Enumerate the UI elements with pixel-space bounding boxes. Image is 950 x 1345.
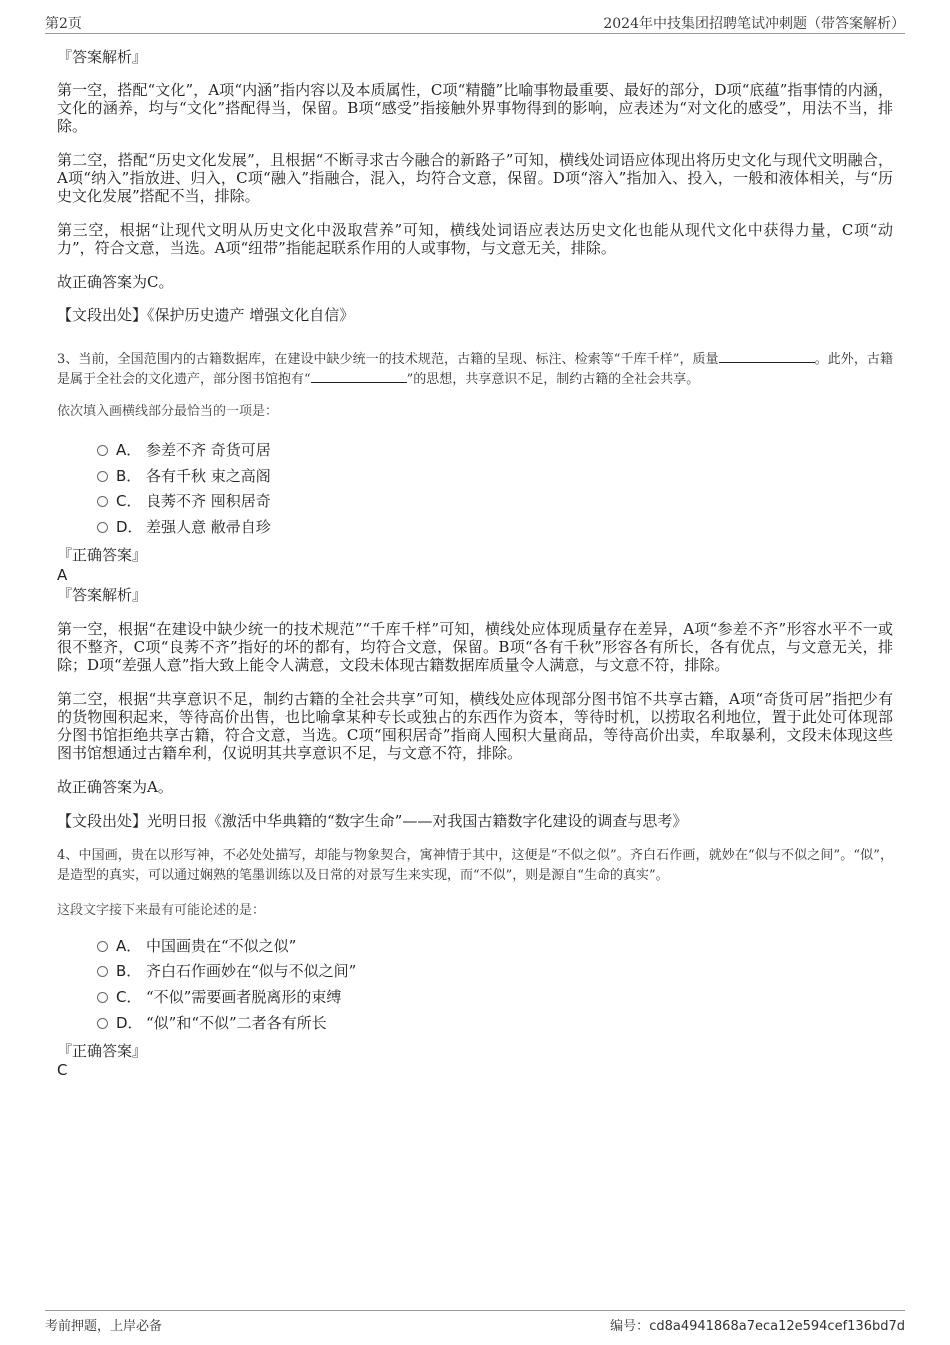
correct-answer-value: A: [57, 566, 68, 584]
option-a[interactable]: A． 参差不齐 奇货可居: [97, 439, 271, 461]
option-d[interactable]: D． 差强人意 敝帚自珍: [97, 516, 271, 538]
correct-answer-heading: 『正确答案』: [57, 546, 148, 564]
page-header: [45, 13, 905, 34]
analysis-heading: 『答案解析』: [57, 48, 148, 66]
option-c[interactable]: C． 良莠不齐 囤积居奇: [97, 490, 271, 512]
option-c[interactable]: C． “不似”需要画者脱离形的束缚: [97, 986, 341, 1008]
radio-icon[interactable]: [97, 941, 108, 952]
question-3-text-a: 3、当前，全国范围内的古籍数据库，在建设中缺少统一的技术规范，古籍的呈现、标注、检索等“千库千样”，质量: [57, 352, 719, 367]
radio-icon[interactable]: [97, 966, 108, 977]
question-3-text-c: ”的思想，共享意识不足，制约古籍的全社会共享。: [406, 372, 700, 387]
analysis-heading: 『答案解析』: [57, 586, 148, 604]
analysis-paragraph-1: 第一空，搭配“文化”，A项“内涵”指内容以及本质属性，C项“精髓”比喻事物最重要、最好的部分，D项“底蕴”指事情的内涵，文化的涵养，均与“文化”搭配得当，保留。B项“感受”指接触外界事物得到的影响，应表述为“对文化的感受”，用法不当，排除。: [57, 81, 893, 135]
radio-icon[interactable]: [97, 471, 108, 482]
radio-icon[interactable]: [97, 1018, 108, 1029]
page-footer: [45, 1310, 905, 1334]
footer-slogan: 考前押题，上岸必备: [45, 1319, 163, 1334]
analysis-paragraph-2: 第二空，根据“共享意识不足，制约古籍的全社会共享”可知，横线处应体现部分图书馆不共享古籍，A项“奇货可居”指把少有的货物囤积起来，等待高价出售，也比喻拿某种专长或独占的东西作为资本，等待时机，以捞取名利地位，置于此处可体现部分图书馆拒绝共享古籍，符合文意，当选。C项“囤积居奇”指商人囤积大量商品，等待高价出卖，牟取暴利，文段未体现这些图书馆想通过古籍牟利，仅说明其共享意识不足，与文意不符，排除。: [57, 690, 893, 762]
question-3-prompt: 依次填入画横线部分最恰当的一项是：: [57, 404, 279, 419]
analysis-paragraph-2: 第二空，搭配“历史文化发展”，且根据“不断寻求古今融合的新路子”可知，横线处词语应体现出将历史文化与现代文明融合，A项“纳入”指放进、归入，C项“融入”指融合，混入，均符合文意，保留。D项“溶入”指加入、投入，一般和液体相关，与“历史文化发展”搭配不当，排除。: [57, 151, 893, 205]
question-3-text-b: 。此外，古籍是属于全社会的文化遗产，部分图书馆抱有“: [57, 352, 893, 387]
analysis-paragraph-1: 第一空，根据“在建设中缺少统一的技术规范”“千库千样”可知，横线处应体现质量存在差异，A项“参差不齐”形容水平不一或很不整齐，C项“良莠不齐”指好的坏的都有，均符合文意，保留。B项“各有千秋”形容各有所长，各有优点，与文意无关，排除；D项“差强人意”指大致上能令人满意，文段未体现古籍数据库质量令人满意，与文意不符，排除。: [57, 620, 893, 674]
radio-icon[interactable]: [97, 445, 108, 456]
option-b[interactable]: B． 各有千秋 束之高阁: [97, 465, 271, 487]
option-a[interactable]: A． 中国画贵在“不似之似”: [97, 935, 296, 957]
question-4-stem: 4、中国画，贵在以形写神，不必处处描写，却能与物象契合，寓神情于其中，这便是“不似之似”。齐白石作画，就妙在“似与不似之间”。“似”，是造型的真实，可以通过娴熟的笔墨训练以及日常的对景写生来实现，而“不似”，则是源自“生命的真实”。: [57, 848, 893, 883]
radio-icon[interactable]: [97, 992, 108, 1003]
page-number: 第2页: [45, 16, 82, 32]
radio-icon[interactable]: [97, 522, 108, 533]
option-b[interactable]: B． 齐白石作画妙在“似与不似之间”: [97, 960, 356, 982]
document-id: 编号：cd8a4941868a7eca12e594cef136bd7d: [610, 1319, 905, 1334]
option-d[interactable]: D． “似”和“不似”二者各有所长: [97, 1012, 327, 1034]
source-citation: 【文段出处】光明日报《激活中华典籍的“数字生命”——对我国古籍数字化建设的调查与思考》: [57, 812, 688, 830]
answer-conclusion: 故正确答案为C。: [57, 273, 174, 291]
source-citation: 【文段出处】《保护历史遗产 增强文化自信》: [57, 306, 355, 324]
correct-answer-value: C: [57, 1061, 68, 1079]
correct-answer-heading: 『正确答案』: [57, 1042, 148, 1060]
question-4-prompt: 这段文字接下来最有可能论述的是：: [57, 903, 266, 918]
answer-conclusion: 故正确答案为A。: [57, 778, 173, 796]
fill-blank-2: [311, 370, 407, 383]
fill-blank-1: [719, 350, 815, 363]
radio-icon[interactable]: [97, 496, 108, 507]
document-title: 2024年中技集团招聘笔试冲刺题（带答案解析）: [603, 16, 905, 32]
question-3-stem: [57, 350, 893, 390]
analysis-paragraph-3: 第三空，根据“让现代文明从历史文化中汲取营养”可知，横线处词语应表达历史文化也能从现代文化中获得力量，C项“动力”，符合文意，当选。A项“纽带”指能起联系作用的人或事物，与文意无关，排除。: [57, 221, 893, 257]
